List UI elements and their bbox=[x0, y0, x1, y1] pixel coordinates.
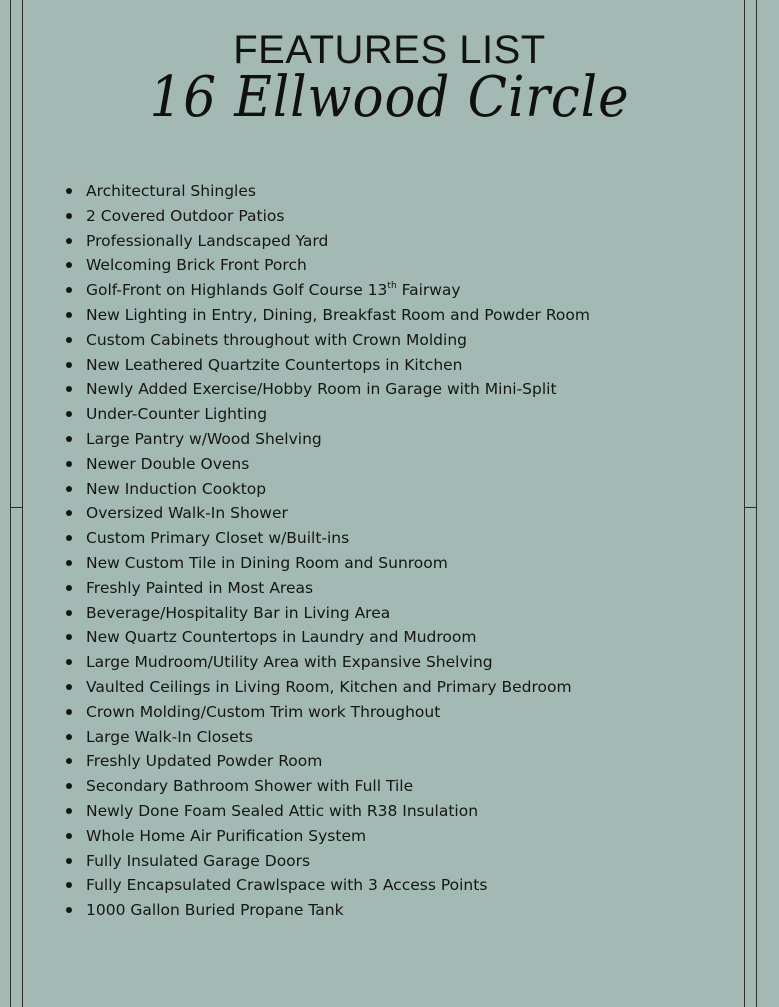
right-border-tick bbox=[744, 507, 756, 508]
feature-text: Beverage/Hospitality Bar in Living Area bbox=[86, 603, 391, 622]
left-border-inner bbox=[22, 0, 23, 1007]
feature-item bbox=[65, 675, 590, 700]
feature-item bbox=[65, 650, 590, 675]
bullet-icon bbox=[66, 461, 72, 467]
bullet-icon bbox=[66, 238, 72, 244]
feature-item bbox=[65, 526, 590, 551]
feature-item bbox=[65, 402, 590, 427]
bullet-icon bbox=[66, 783, 72, 789]
feature-item bbox=[65, 601, 590, 626]
bullet-icon bbox=[66, 213, 72, 219]
feature-text: New Custom Tile in Dining Room and Sunroom bbox=[86, 553, 448, 572]
bullet-icon bbox=[66, 337, 72, 343]
feature-text: Freshly Updated Powder Room bbox=[86, 752, 323, 771]
feature-text: New Leathered Quartzite Countertops in Kitchen bbox=[86, 355, 463, 374]
property-address-script: 16 Ellwood Circle bbox=[149, 65, 630, 130]
feature-item bbox=[65, 477, 590, 502]
feature-text-superscript: th bbox=[387, 281, 397, 292]
bullet-icon bbox=[66, 560, 72, 566]
bullet-icon bbox=[66, 907, 72, 913]
feature-text: Newer Double Ovens bbox=[86, 454, 250, 473]
feature-item bbox=[65, 253, 590, 278]
feature-item bbox=[65, 328, 590, 353]
bullet-icon bbox=[66, 312, 72, 318]
feature-text: Custom Cabinets throughout with Crown Molding bbox=[86, 330, 467, 349]
bullet-icon bbox=[66, 362, 72, 368]
feature-text: Crown Molding/Custom Trim work Throughout bbox=[86, 702, 441, 721]
bullet-icon bbox=[66, 188, 72, 194]
bullet-icon bbox=[66, 758, 72, 764]
feature-text: Whole Home Air Purification System bbox=[86, 826, 367, 845]
feature-item bbox=[65, 377, 590, 402]
feature-item bbox=[65, 278, 590, 303]
feature-item bbox=[65, 774, 590, 799]
feature-text: Fully Insulated Garage Doors bbox=[86, 851, 311, 870]
feature-item bbox=[65, 625, 590, 650]
feature-item bbox=[65, 501, 590, 526]
feature-text: New Quartz Countertops in Laundry and Mudroom bbox=[86, 628, 477, 647]
bullet-icon bbox=[66, 262, 72, 268]
feature-text: Golf-Front on Highlands Golf Course 13 bbox=[86, 281, 388, 300]
feature-text: Newly Added Exercise/Hobby Room in Garage with Mini-Split bbox=[86, 380, 557, 399]
feature-text: New Lighting in Entry, Dining, Breakfast Room and Powder Room bbox=[86, 305, 590, 324]
feature-item bbox=[65, 849, 590, 874]
feature-text: New Induction Cooktop bbox=[86, 479, 267, 498]
feature-item bbox=[65, 452, 590, 477]
bullet-icon bbox=[66, 659, 72, 665]
left-border-tick bbox=[10, 507, 22, 508]
bullet-icon bbox=[66, 486, 72, 492]
feature-text: Newly Done Foam Sealed Attic with R38 Insulation bbox=[86, 801, 479, 820]
bullet-icon bbox=[66, 411, 72, 417]
right-border-outer bbox=[756, 0, 757, 1007]
feature-text: Fairway bbox=[396, 281, 461, 300]
feature-text: 1000 Gallon Buried Propane Tank bbox=[86, 901, 344, 920]
bullet-icon bbox=[66, 684, 72, 690]
bullet-icon bbox=[66, 386, 72, 392]
features-list bbox=[65, 179, 590, 923]
bullet-icon bbox=[66, 436, 72, 442]
left-border-outer bbox=[10, 0, 11, 1007]
bullet-icon bbox=[66, 535, 72, 541]
feature-text: Large Pantry w/Wood Shelving bbox=[86, 429, 322, 448]
feature-item bbox=[65, 898, 590, 923]
feature-item bbox=[65, 179, 590, 204]
feature-text: Professionally Landscaped Yard bbox=[86, 231, 329, 250]
feature-text: Under-Counter Lighting bbox=[86, 405, 268, 424]
feature-item bbox=[65, 204, 590, 229]
feature-item bbox=[65, 799, 590, 824]
feature-item bbox=[65, 700, 590, 725]
bullet-icon bbox=[66, 833, 72, 839]
bullet-icon bbox=[66, 882, 72, 888]
feature-item bbox=[65, 725, 590, 750]
feature-text: Architectural Shingles bbox=[86, 182, 256, 200]
bullet-icon bbox=[66, 510, 72, 516]
feature-text: Vaulted Ceilings in Living Room, Kitchen and Primary Bedroom bbox=[86, 677, 572, 696]
bullet-icon bbox=[66, 709, 72, 715]
feature-item bbox=[65, 551, 590, 576]
feature-text: Freshly Painted in Most Areas bbox=[86, 578, 314, 597]
bullet-icon bbox=[66, 610, 72, 616]
page-title: FEATURES LIST bbox=[233, 28, 546, 72]
feature-item bbox=[65, 229, 590, 254]
bullet-icon bbox=[66, 634, 72, 640]
feature-item bbox=[65, 353, 590, 378]
feature-text: Large Mudroom/Utility Area with Expansive Shelving bbox=[86, 653, 493, 672]
feature-text: Secondary Bathroom Shower with Full Tile bbox=[86, 777, 414, 796]
feature-text: Oversized Walk-In Shower bbox=[86, 504, 288, 523]
feature-item bbox=[65, 427, 590, 452]
feature-item bbox=[65, 873, 590, 898]
bullet-icon bbox=[66, 808, 72, 814]
feature-item bbox=[65, 824, 590, 849]
feature-text: Custom Primary Closet w/Built-ins bbox=[86, 529, 350, 548]
right-border-inner bbox=[744, 0, 745, 1007]
feature-item bbox=[65, 303, 590, 328]
feature-item bbox=[65, 576, 590, 601]
bullet-icon bbox=[66, 858, 72, 864]
feature-text: Large Walk-In Closets bbox=[86, 727, 253, 746]
feature-text: Fully Encapsulated Crawlspace with 3 Access Points bbox=[86, 876, 488, 895]
feature-text: 2 Covered Outdoor Patios bbox=[86, 206, 285, 225]
bullet-icon bbox=[66, 585, 72, 591]
bullet-icon bbox=[66, 734, 72, 740]
feature-item bbox=[65, 749, 590, 774]
bullet-icon bbox=[66, 287, 72, 293]
feature-text: Welcoming Brick Front Porch bbox=[86, 256, 307, 275]
